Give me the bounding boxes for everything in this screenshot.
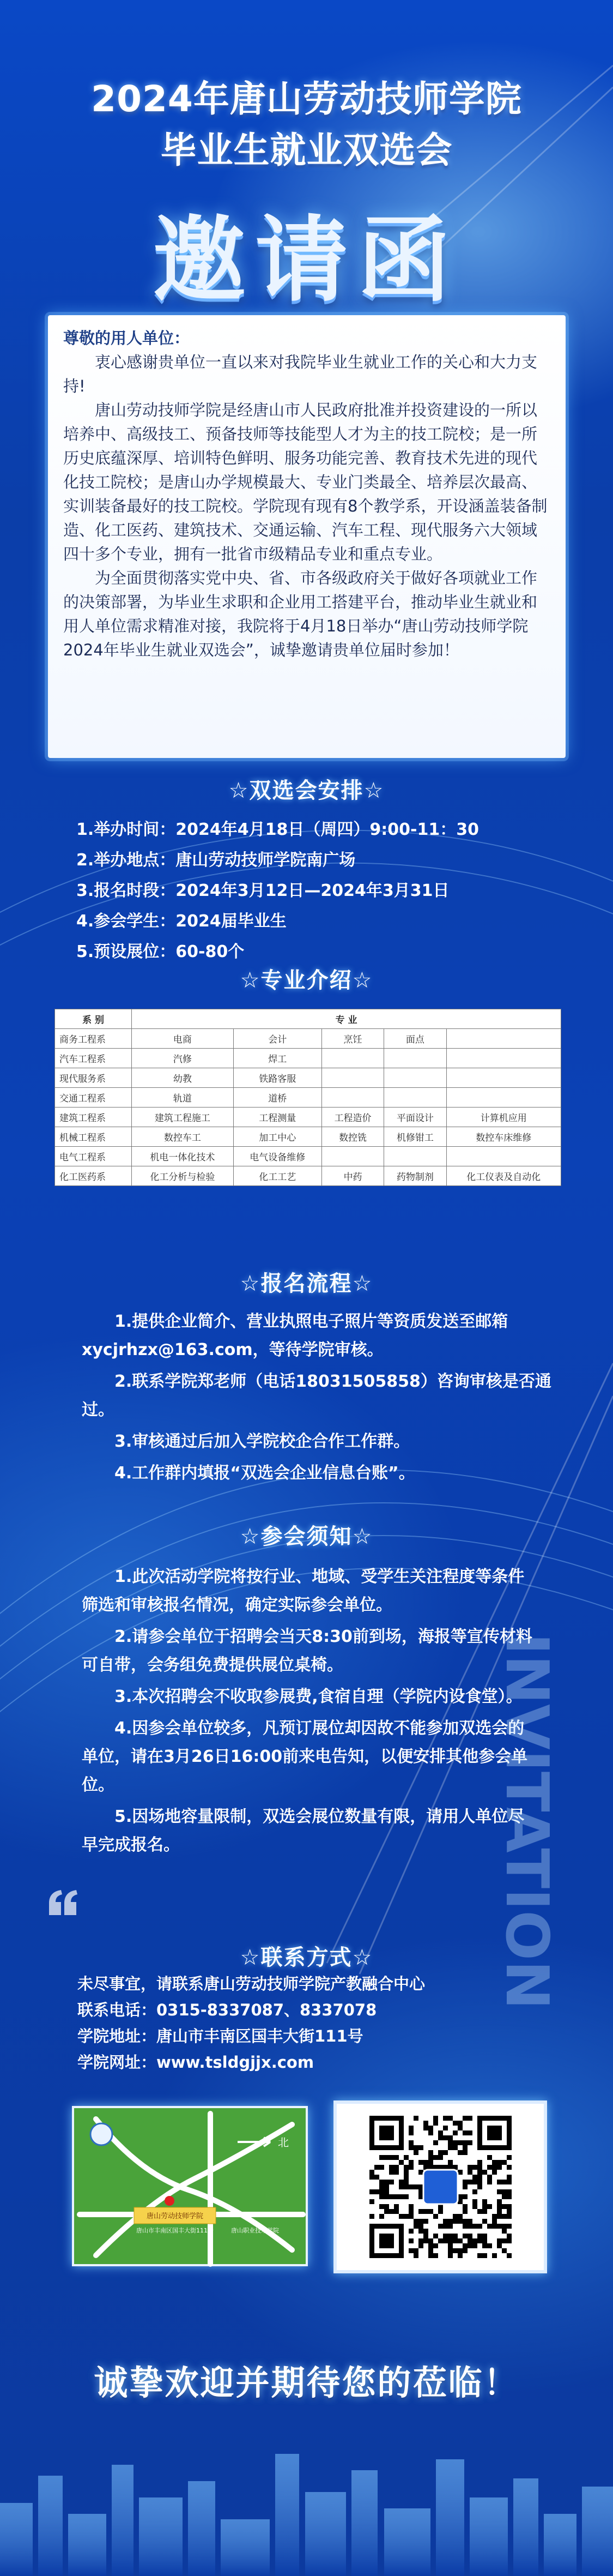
quote-mark-icon	[47, 1888, 80, 1921]
major-cell	[446, 1049, 561, 1068]
major-cell: 数控车工	[132, 1127, 233, 1147]
table-row	[55, 1088, 561, 1108]
title-line-1: 2024年唐山劳动技师学院	[91, 78, 522, 120]
notice-item: 3.本次招聘会不收取参展费,食宿自理（学院内设食堂）。	[114, 1687, 523, 1706]
table-header-major: 专 业	[132, 1009, 561, 1029]
arrangement-item: 2.举办地点：唐山劳动技师学院南广场	[76, 851, 356, 870]
letter-paragraph: 为全面贯彻落实党中央、省、市各级政府关于做好各项就业工作的决策部署，为毕业生求职和企业用工搭建平台，推动毕业生就业和用人单位需求精准对接，我院将于4月18日举办“唐山劳动技师学院2024年毕业生就业双选会”，诚挚邀请贵单位届时参加！	[63, 569, 538, 659]
contact-title: ☆联系方式☆	[240, 1945, 373, 1970]
qr-code	[333, 2100, 547, 2273]
major-cell: 化工分析与检验	[132, 1166, 233, 1186]
major-cell: 汽修	[132, 1049, 233, 1068]
notice-item: 2.请参会单位于招聘会当天8:30前到场，海报等宣传材料可自带，会务组免费提供展位桌椅。	[82, 1627, 532, 1675]
major-cell: 加工中心	[233, 1127, 321, 1147]
qr-code-pattern	[337, 2104, 544, 2270]
arrangement-list	[76, 815, 556, 967]
map-school-label: 唐山职业技术学院	[231, 2227, 279, 2234]
dept-cell: 汽车工程系	[55, 1049, 132, 1068]
major-cell	[384, 1049, 446, 1068]
contact-list	[77, 1971, 557, 2075]
major-cell: 平面设计	[384, 1108, 446, 1127]
letter-paragraph: 唐山劳动技师学院是经唐山市人民政府批准并投资建设的一所以培养中、高级技工、预备技师等技能型人才为主的技工院校；是一所历史底蕴深厚、培训特色鲜明、服务功能完善、教育技术先进的现代化技工院校；是唐山办学规模最大、专业门类最全、培养层次最高、实训装备最好的技工院校。学院现有现有8个教学系，开设涵盖装备制造、化工医药、建筑技术、交通运输、汽车工程、现代服务六大领域四十多个专业，拥有一批省市级精品专业和重点专业。	[63, 401, 548, 563]
major-cell: 化工仪表及自动化	[446, 1166, 561, 1186]
table-row	[55, 1127, 561, 1147]
arrangement-item: 3.报名时段：2024年3月12日—2024年3月31日	[76, 881, 450, 900]
arrangement-title: ☆双选会安排☆	[228, 778, 385, 803]
major-cell: 轨道	[132, 1088, 233, 1108]
table-row	[55, 1166, 561, 1186]
dept-cell: 交通工程系	[55, 1088, 132, 1108]
major-cell: 焊工	[233, 1049, 321, 1068]
major-cell: 电商	[132, 1029, 233, 1049]
major-cell: 机电一体化技术	[132, 1147, 233, 1166]
major-cell	[446, 1147, 561, 1166]
table-row	[55, 1108, 561, 1127]
major-cell	[384, 1088, 446, 1108]
registration-title: ☆报名流程☆	[240, 1271, 373, 1296]
notice-item: 1.此次活动学院将按行业、地域、受学生关注程度等条件筛选和审核报名情况，确定实际参会单位。	[82, 1567, 525, 1615]
contact-item: 学院地址：唐山市丰南区国丰大街111号	[77, 2027, 363, 2045]
letter-paragraph: 衷心感谢贵单位一直以来对我院毕业生就业工作的关心和大力支持!	[63, 353, 538, 395]
table-header-dept: 系 别	[55, 1009, 132, 1029]
major-cell	[384, 1068, 446, 1088]
map-address-label: 唐山市丰南区国丰大街111号	[136, 2227, 214, 2234]
notice-item: 4.因参会单位较多，凡预订展位却因故不能参加双选会的单位，请在3月26日16:00前来电告知，以便安排其他参会单位。	[82, 1719, 528, 1795]
table-row	[55, 1029, 561, 1049]
major-cell: 工程测量	[233, 1108, 321, 1127]
dept-cell: 机械工程系	[55, 1127, 132, 1147]
table-header-row	[55, 1009, 561, 1029]
major-cell: 会计	[233, 1029, 321, 1049]
map-north-label: 北	[278, 2136, 289, 2149]
major-cell: 烹饪	[321, 1029, 384, 1049]
contact-item: 联系电话：0315-8337087、8337078	[77, 2001, 377, 2019]
table-row	[55, 1068, 561, 1088]
major-cell: 计算机应用	[446, 1108, 561, 1127]
major-cell	[446, 1068, 561, 1088]
notice-item: 5.因场地容量限制，双选会展位数量有限，请用人单位尽早完成报名。	[82, 1807, 525, 1855]
dept-cell: 电气工程系	[55, 1147, 132, 1166]
invitation-letter	[48, 315, 566, 758]
dept-cell: 建筑工程系	[55, 1108, 132, 1127]
contact-item: 未尽事宜，请联系唐山劳动技师学院产教融合中心	[77, 1975, 426, 1993]
registration-item: 1.提供企业简介、营业执照电子照片等资质发送至邮箱xycjrhzx@163.com，等待学院审核。	[82, 1312, 508, 1359]
major-cell: 面点	[384, 1029, 446, 1049]
majors-table	[54, 1009, 561, 1186]
arrangement-item: 4.参会学生：2024届毕业生	[76, 912, 287, 931]
title-line-2: 毕业生就业双选会	[160, 129, 453, 171]
major-cell: 工程造价	[321, 1108, 384, 1127]
arrangement-item: 1.举办时间：2024年4月18日（周四）9:00-11：30	[76, 820, 479, 839]
major-cell: 数控车床维修	[446, 1127, 561, 1147]
major-cell: 建筑工程施工	[132, 1108, 233, 1127]
major-cell: 机修钳工	[384, 1127, 446, 1147]
notice-title: ☆参会须知☆	[240, 1524, 373, 1549]
major-cell	[446, 1029, 561, 1049]
dept-cell: 现代服务系	[55, 1068, 132, 1088]
arrangement-item: 5.预设展位：60-80个	[76, 942, 245, 961]
registration-item: 2.联系学院郑老师（电话18031505858）咨询审核是否通过。	[82, 1372, 551, 1419]
major-cell: 数控铣	[321, 1127, 384, 1147]
invitation-side-text: INVITATION	[493, 1633, 561, 2010]
map-location-label: 唐山劳动技师学院	[146, 2212, 204, 2220]
registration-item: 4.工作群内填报“双选会企业信息台账”。	[114, 1464, 415, 1483]
major-cell: 铁路客服	[233, 1068, 321, 1088]
major-cell: 电气设备维修	[233, 1147, 321, 1166]
majors-title: ☆专业介绍☆	[240, 968, 373, 993]
contact-item: 学院网址：www.tsldgjjx.com	[77, 2053, 314, 2072]
major-cell	[321, 1068, 384, 1088]
major-cell: 药物制剂	[384, 1166, 446, 1186]
location-map	[72, 2106, 308, 2266]
letter-greeting: 尊敬的用人单位：	[63, 329, 190, 347]
dept-cell: 化工医药系	[55, 1166, 132, 1186]
welcome-message: 诚挚欢迎并期待您的莅临！	[94, 2363, 519, 2403]
dept-cell: 商务工程系	[55, 1029, 132, 1049]
major-cell	[321, 1049, 384, 1068]
table-row	[55, 1147, 561, 1166]
major-cell	[384, 1147, 446, 1166]
city-skyline	[0, 2421, 613, 2576]
map-marker-icon	[165, 2196, 174, 2206]
location-map-drawing	[74, 2108, 306, 2264]
registration-item: 3.审核通过后加入学院校企合作工作群。	[114, 1432, 410, 1451]
major-cell	[321, 1147, 384, 1166]
major-cell: 幼教	[132, 1068, 233, 1088]
major-cell	[446, 1088, 561, 1108]
table-row	[55, 1049, 561, 1068]
major-cell: 道桥	[233, 1088, 321, 1108]
registration-list	[82, 1308, 561, 1491]
major-cell	[321, 1088, 384, 1108]
major-cell: 中药	[321, 1166, 384, 1186]
invitation-heading: 邀请函	[153, 207, 460, 315]
major-cell: 化工工艺	[233, 1166, 321, 1186]
